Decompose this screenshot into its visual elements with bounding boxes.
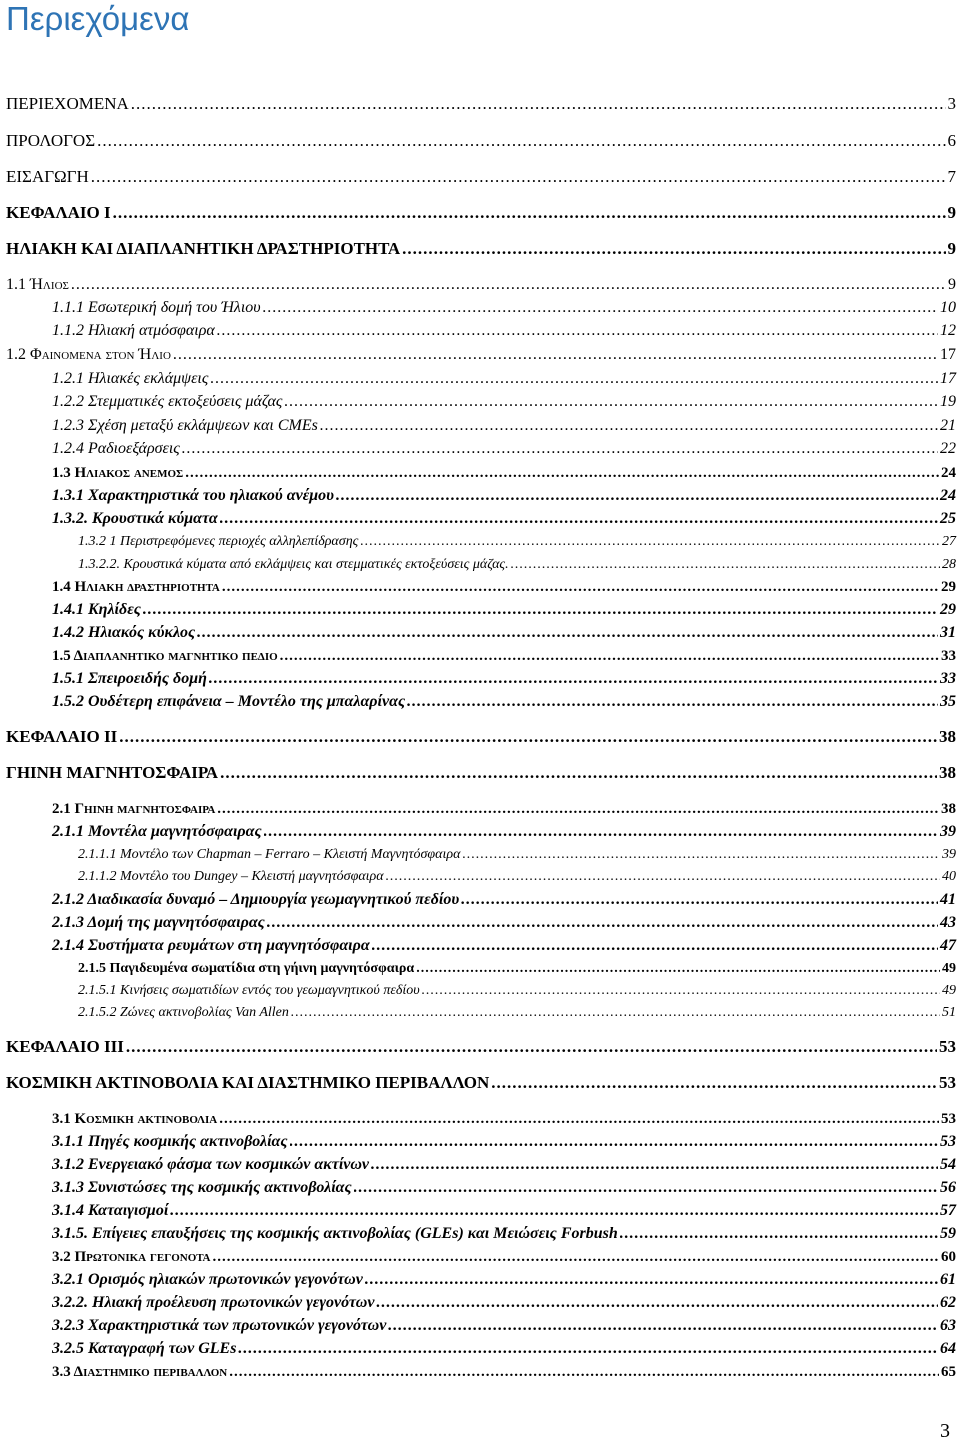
toc-entry-label: 2.1.5.2 Ζώνες ακτινοβολίας Van Allen: [78, 1005, 289, 1020]
toc-entry-label: 3.2.3 Χαρακτηριστικά των πρωτονικών γεγονότων: [52, 1317, 387, 1334]
toc-entry-label: 2.1.5 Παγιδευμένα σωματίδια στη γήινη μαγνητόσφαιρα: [78, 961, 415, 976]
toc-leader-dots: [620, 1224, 938, 1244]
toc-leader-dots: [354, 1178, 938, 1198]
toc-entry-label: 3.1.4 Καταιγισμοί: [52, 1202, 169, 1219]
toc-entry[interactable]: [0, 1293, 956, 1313]
toc-entry-label: 1.1.1 Εσωτερική δομή του Ήλιου: [52, 299, 261, 316]
toc-leader-dots: [119, 727, 937, 747]
page-number: 3: [940, 1420, 950, 1442]
toc-entry-page: 21: [940, 417, 956, 434]
toc-entry[interactable]: [0, 890, 956, 910]
toc-entry-label: 1.2 Φαινομενα στον Ήλιο: [6, 346, 171, 363]
toc-entry-label: 1.2.2 Στεμματικές εκτοξεύσεις μάζας: [52, 393, 283, 410]
toc-entry-label: ΚΕΦΑΛΑΙΟ ΙΙ: [6, 727, 118, 746]
toc-entry-page: 57: [940, 1202, 956, 1219]
toc-leader-dots: [365, 1270, 938, 1290]
toc-leader-dots: [182, 439, 938, 459]
toc-entry-label: ΕΙΣΑΓΩΓΗ: [6, 167, 89, 186]
toc-entry-label: 3.2.5 Καταγραφή των GLEs: [52, 1340, 237, 1357]
toc-entry[interactable]: [0, 1037, 956, 1057]
toc-leader-dots: [185, 463, 939, 483]
toc-entry-page: 43: [940, 914, 956, 931]
toc-entry-page: 7: [947, 167, 956, 186]
toc-leader-dots: [219, 1109, 939, 1129]
toc-entry-page: 59: [940, 1225, 956, 1242]
toc-leader-dots: [280, 646, 939, 666]
toc-entry[interactable]: [0, 532, 956, 552]
toc-entry-page: 53: [940, 1133, 956, 1150]
toc-entry-label: 1.5.1 Σπειροειδής δομή: [52, 670, 207, 687]
toc-entry[interactable]: [0, 131, 956, 151]
toc-entry-page: 10: [940, 299, 956, 316]
toc-entry-page: 38: [939, 727, 956, 746]
toc-entry-label: 3.1.3 Συνιστώσες της κοσμικής ακτινοβολίας: [52, 1179, 352, 1196]
toc-entry-page: 38: [941, 801, 956, 817]
toc-entry[interactable]: [0, 577, 956, 597]
toc-entry-label: 1.3.2. Κρουστικά κύματα: [52, 510, 218, 527]
toc-entry[interactable]: [0, 669, 956, 689]
toc-entry[interactable]: [0, 1316, 956, 1336]
toc-leader-dots: [462, 845, 940, 865]
toc-entry-page: 40: [942, 869, 956, 884]
toc-entry-label: 3.2 Πρωτονικα γεγονοτα: [52, 1249, 211, 1265]
toc-entry-label: 1.5 Διαπλανητικο μαγνητικο πεδιο: [52, 648, 278, 664]
toc-leader-dots: [416, 959, 940, 979]
toc-entry[interactable]: [0, 981, 956, 1001]
toc-leader-dots: [290, 1132, 938, 1152]
toc-entry[interactable]: [0, 416, 956, 436]
toc-leader-dots: [320, 416, 938, 436]
toc-leader-dots: [222, 577, 939, 597]
toc-entry-label: 2.1.3 Δομή της μαγνητόσφαιρας: [52, 914, 265, 931]
toc-entry-page: 49: [942, 983, 956, 998]
toc-entry-label: 2.1.4 Συστήματα ρευμάτων στη μαγνητόσφαιρα: [52, 937, 370, 954]
toc-entry-label: 3.1.2 Ενεργειακό φάσμα των κοσμικών ακτίνων: [52, 1156, 370, 1173]
toc-entry-page: 25: [940, 510, 956, 527]
toc-entry[interactable]: [0, 392, 956, 412]
toc-entry-label: ΚΕΦΑΛΑΙΟ ΙΙΙ: [6, 1037, 124, 1056]
toc-leader-dots: [291, 1003, 940, 1023]
toc-entry[interactable]: [0, 1003, 956, 1023]
toc-entry[interactable]: [0, 1270, 956, 1290]
toc-entry[interactable]: [0, 345, 956, 365]
toc-leader-dots: [209, 669, 938, 689]
toc-entry-label: 1.2.4 Ραδιοεξάρσεις: [52, 440, 180, 457]
toc-entry[interactable]: [0, 799, 956, 819]
toc-entry-page: 47: [940, 937, 956, 954]
toc-leader-dots: [376, 1293, 938, 1313]
toc-entry[interactable]: [0, 321, 956, 341]
toc-entry[interactable]: [0, 845, 956, 865]
toc-entry-label: 1.2.3 Σχέση μεταξύ εκλάμψεων και CMEs: [52, 417, 318, 434]
toc-leader-dots: [71, 275, 946, 295]
toc-entry[interactable]: [0, 646, 956, 666]
toc-leader-dots: [491, 1073, 937, 1093]
toc-entry[interactable]: [0, 486, 956, 506]
toc-entry[interactable]: [0, 1201, 956, 1221]
toc-leader-dots: [210, 369, 938, 389]
toc-entry[interactable]: [0, 1109, 956, 1129]
toc-entry-label: 1.4 Ηλιακη δραστηριοτητα: [52, 579, 220, 595]
toc-entry-page: 9: [947, 239, 956, 258]
toc-entry-page: 53: [941, 1111, 956, 1127]
toc-entry-page: 62: [940, 1294, 956, 1311]
toc-entry-label: 3.1.5. Επίγειες επαυξήσεις της κοσμικής ακτινοβολίας (GLEs) και Μειώσεις Forbush: [52, 1225, 618, 1242]
toc-entry-label: 1.1 Ήλιος: [6, 276, 69, 293]
toc-entry-page: 53: [939, 1073, 956, 1092]
toc-leader-dots: [212, 1247, 939, 1267]
toc-entry-label: 3.3 Διαστημικο περιβαλλον: [52, 1364, 228, 1380]
toc-entry-label: ΚΕΦΑΛΑΙΟ Ι: [6, 203, 111, 222]
toc-entry[interactable]: [0, 727, 956, 747]
toc-entry[interactable]: [0, 1073, 956, 1093]
toc-entry[interactable]: [0, 1178, 956, 1198]
toc-entry-label: ΗΛΙΑΚΗ ΚΑΙ ΔΙΑΠΛΑΝΗΤΙΚΗ ΔΡΑΣΤΗΡΙΟΤΗΤΑ: [6, 239, 401, 258]
toc-leader-dots: [217, 799, 939, 819]
toc-entry-page: 12: [940, 322, 956, 339]
toc-entry-label: 2.1.2 Διαδικασία δυναμό – Δημιουργία γεωμαγνητικού πεδίου: [52, 891, 460, 908]
toc-leader-dots: [131, 94, 946, 114]
toc-leader-dots: [170, 1201, 938, 1221]
toc-entry-label: ΠΡΟΛΟΓΟΣ: [6, 131, 96, 150]
toc-entry-page: 39: [942, 847, 956, 862]
toc-entry-page: 29: [941, 579, 956, 595]
toc-entry-page: 24: [940, 487, 956, 504]
toc-entry-page: 56: [940, 1179, 956, 1196]
toc-entry-page: 17: [940, 346, 956, 363]
toc-leader-dots: [143, 600, 938, 620]
toc-entry[interactable]: [0, 1362, 956, 1382]
toc-leader-dots: [407, 692, 938, 712]
toc-entry[interactable]: [0, 167, 956, 187]
toc-entry-page: 51: [942, 1005, 956, 1020]
toc-entry[interactable]: [0, 298, 956, 318]
toc-leader-dots: [126, 1037, 937, 1057]
toc-entry-page: 6: [947, 131, 956, 150]
toc-entry-label: 2.1.5.1 Κινήσεις σωματιδίων εντός του γεωμαγνητικού πεδίου: [78, 983, 420, 998]
toc-entry-page: 22: [940, 440, 956, 457]
toc-entry-page: 49: [942, 961, 956, 976]
toc-entry-label: 1.4.1 Κηλίδες: [52, 601, 141, 618]
toc-entry[interactable]: [0, 959, 956, 979]
toc-leader-dots: [336, 486, 938, 506]
toc-entry[interactable]: [0, 822, 956, 842]
toc-entry-page: 60: [941, 1249, 956, 1265]
toc-leader-dots: [220, 763, 937, 783]
toc-leader-dots: [371, 1155, 938, 1175]
toc-leader-dots: [386, 867, 940, 887]
toc-entry-label: 3.1.1 Πηγές κοσμικής ακτινοβολίας: [52, 1133, 288, 1150]
toc-leader-dots: [263, 298, 938, 318]
toc-entry[interactable]: [0, 509, 956, 529]
toc-leader-dots: [264, 822, 938, 842]
toc-leader-dots: [113, 203, 946, 223]
toc-entry-page: 39: [940, 823, 956, 840]
toc-entry-label: 1.2.1 Ηλιακές εκλάμψεις: [52, 370, 209, 387]
toc-leader-dots: [372, 936, 938, 956]
toc-leader-dots: [238, 1339, 938, 1359]
toc-entry-page: 9: [948, 276, 956, 293]
toc-entry-page: 24: [941, 465, 956, 481]
toc-entry-label: ΚΟΣΜΙΚΗ ΑΚΤΙΝΟΒΟΛΙΑ ΚΑΙ ΔΙΑΣΤΗΜΙΚΟ ΠΕΡΙΒΑΛΛΟΝ: [6, 1073, 490, 1092]
toc-entry-label: 2.1.1 Μοντέλα μαγνητόσφαιρας: [52, 823, 262, 840]
toc-entry[interactable]: [0, 763, 956, 783]
toc-entry-label: 2.1.1.1 Μοντέλο των Chapman – Ferraro – Κλειστή Μαγνητόσφαιρα: [78, 847, 461, 862]
toc-entry[interactable]: [0, 913, 956, 933]
toc-leader-dots: [173, 345, 938, 365]
toc-entry-label: 3.2.2. Ηλιακή προέλευση πρωτονικών γεγονότων: [52, 1294, 375, 1311]
toc-entry-label: 1.5.2 Ουδέτερη επιφάνεια – Μοντέλο της μπαλαρίνας: [52, 693, 406, 710]
toc-entry[interactable]: [0, 275, 956, 295]
toc-entry[interactable]: [0, 439, 956, 459]
toc-entry[interactable]: [0, 203, 956, 223]
toc-entry[interactable]: [0, 369, 956, 389]
toc-entry[interactable]: [0, 1339, 956, 1359]
toc-entry[interactable]: [0, 867, 956, 887]
toc-entry-page: 38: [939, 763, 956, 782]
toc-entry[interactable]: [0, 623, 956, 643]
toc-entry-label: 2.1.1.2 Μοντέλο του Dungey – Κλειστή μαγνητόσφαιρα: [78, 869, 384, 884]
toc-leader-dots: [511, 555, 940, 575]
toc-entry-page: 19: [940, 393, 956, 410]
toc-leader-dots: [267, 913, 938, 933]
toc-entry-page: 29: [940, 601, 956, 618]
toc-leader-dots: [220, 509, 938, 529]
toc-leader-dots: [402, 239, 945, 259]
toc-entry-page: 54: [940, 1156, 956, 1173]
toc-leader-dots: [360, 532, 940, 552]
toc-entry-label: 1.4.2 Ηλιακός κύκλος: [52, 624, 196, 641]
toc-leader-dots: [91, 167, 946, 187]
toc-leader-dots: [388, 1316, 938, 1336]
toc-entry[interactable]: [0, 239, 956, 259]
toc-entry[interactable]: [0, 555, 956, 575]
toc-entry-page: 65: [941, 1364, 956, 1380]
toc-entry-page: 33: [941, 648, 956, 664]
toc-entry-label: 1.3.2 1 Περιστρεφόμενες περιοχές αλληλεπίδρασης: [78, 534, 359, 549]
toc-leader-dots: [422, 981, 940, 1001]
toc-entry-page: 17: [940, 370, 956, 387]
toc-entry[interactable]: [0, 692, 956, 712]
toc-entry-label: 3.1 Κοσμικη ακτινοβολια: [52, 1111, 218, 1127]
toc-entry-label: 1.1.2 Ηλιακή ατμόσφαιρα: [52, 322, 215, 339]
toc-entry-label: 3.2.1 Ορισμός ηλιακών πρωτονικών γεγονότων: [52, 1271, 363, 1288]
toc-entry-page: 63: [940, 1317, 956, 1334]
page-title: Περιεχόμενα: [6, 0, 190, 37]
toc-entry-page: 61: [940, 1271, 956, 1288]
toc-entry-label: 1.3.1 Χαρακτηριστικά του ηλιακού ανέμου: [52, 487, 335, 504]
toc-leader-dots: [97, 131, 945, 151]
toc-entry-page: 9: [947, 203, 956, 222]
toc-entry-page: 27: [942, 534, 956, 549]
toc-entry-page: 64: [940, 1340, 956, 1357]
toc-entry-label: 2.1 Γηινη μαγνητοσφαιρα: [52, 801, 216, 817]
toc-entry-label: ΠΕΡΙΕΧΟΜΕΝΑ: [6, 94, 129, 113]
toc-entry-page: 35: [940, 693, 956, 710]
toc-entry[interactable]: [0, 1247, 956, 1267]
toc-entry[interactable]: [0, 463, 956, 483]
toc-entry[interactable]: [0, 1224, 956, 1244]
toc-leader-dots: [461, 890, 938, 910]
toc-entry-page: 3: [947, 94, 956, 113]
toc-entry-page: 31: [940, 624, 956, 641]
toc-entry-page: 33: [940, 670, 956, 687]
toc-entry[interactable]: [0, 1155, 956, 1175]
toc-entry-page: 53: [939, 1037, 956, 1056]
toc-entry[interactable]: [0, 936, 956, 956]
toc-entry-label: ΓΗΙΝΗ ΜΑΓΝΗΤΟΣΦΑΙΡΑ: [6, 763, 219, 782]
toc-entry[interactable]: [0, 1132, 956, 1152]
toc-entry-label: 1.3 Ηλιακος ανεμος: [52, 465, 184, 481]
toc-entry-page: 28: [942, 557, 956, 572]
toc-leader-dots: [284, 392, 938, 412]
toc-leader-dots: [197, 623, 938, 643]
toc-entry-label: 1.3.2.2. Κρουστικά κύματα από εκλάμψεις και στεμματικές εκτοξεύσεις μάζας.: [78, 557, 509, 572]
toc-leader-dots: [229, 1362, 939, 1382]
toc-entry-page: 41: [940, 891, 956, 908]
toc-leader-dots: [217, 321, 938, 341]
toc-entry[interactable]: [0, 600, 956, 620]
toc-entry[interactable]: [0, 94, 956, 114]
